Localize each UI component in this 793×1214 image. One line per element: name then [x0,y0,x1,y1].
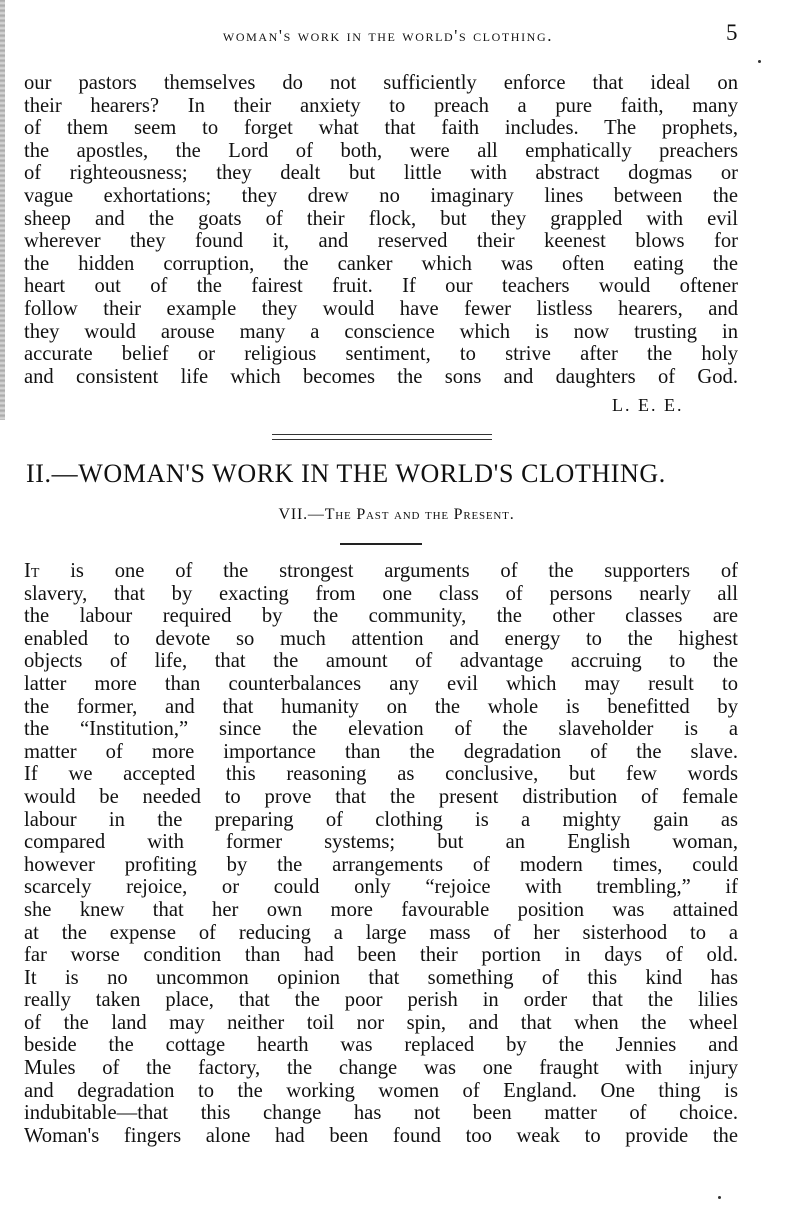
text-line: of righteousness; they dealt but little with abstract dogmas or [24,162,738,185]
text-line: and consistent life which becomes the sons and daughters of God. [24,365,738,388]
running-head: woman's work in the world's clothing. [222,26,554,45]
text-line: at the expense of reducing a large mass of her sisterhood to a [24,921,738,944]
text-line: the “Institution,” since the elevation of the slaveholder is a [24,718,738,741]
text-line: follow their example they would have fewer listless hearers, and [24,297,738,320]
intro-paragraph [24,72,738,388]
text-line: sheep and the goats of their flock, but they grappled with evil [24,207,738,230]
text-line: their hearers? In their anxiety to preach a pure faith, many [24,94,738,117]
section-divider [272,434,492,440]
text-line: and degradation to the working women of England. One thing is [24,1079,738,1102]
text-line: really taken place, that the poor perish in order that the lilies [24,989,738,1012]
text-line: heart out of the fairest fruit. If our teachers would oftener [24,275,738,298]
text-line-rest: is one of the strongest arguments of the supporters of [39,560,738,582]
text-line: slavery, that by exacting from one class of persons nearly all [24,582,738,605]
section-title: II.—WOMAN'S WORK IN THE WORLD'S CLOTHING. [26,459,666,488]
text-line: Woman's fingers alone had been found too weak to provide the [24,1124,738,1147]
subtitle-rule [340,543,422,545]
text-line: the labour required by the community, the other classes are [24,605,738,628]
text-line: the apostles, the Lord of both, were all emphatically preachers [24,139,738,162]
text-line: Mules of the factory, the change was one fraught with injury [24,1057,738,1080]
text-line: If we accepted this reasoning as conclusive, but few words [24,763,738,786]
text-line: objects of life, that the amount of advantage accruing to the [24,650,738,673]
text-line: vague exhortations; they drew no imaginary lines between the [24,184,738,207]
text-line: enabled to devote so much attention and energy to the highest [24,627,738,650]
text-line [24,560,738,583]
text-line: our pastors themselves do not sufficiently enforce that ideal on [24,72,738,94]
text-line: labour in the preparing of clothing is a mighty gain as [24,808,738,831]
text-line: however profiting by the arrangements of modern times, could [24,853,738,876]
print-speck [758,60,761,63]
text-line: beside the cottage hearth was replaced by the Jennies and [24,1034,738,1057]
text-line: latter more than counterbalances any evil which may result to [24,672,738,695]
text-line: compared with former systems; but an English woman, [24,831,738,854]
text-line: wherever they found it, and reserved their keenest blows for [24,230,738,253]
body-paragraph [24,560,738,1147]
text-line: far worse condition than had been their portion in days of old. [24,944,738,967]
author-initials: L. E. E. [612,395,684,415]
text-line: indubitable—that this change has not been matter of choice. [24,1102,738,1125]
opening-word: It [24,560,40,582]
text-line: she knew that her own more favourable position was attained [24,898,738,921]
section-subtitle: VII.—The Past and the Present. [278,506,515,523]
text-line: accurate belief or religious sentiment, to strive after the holy [24,343,738,366]
binding-edge [0,0,5,420]
text-line: of the land may neither toil nor spin, and that when the wheel [24,1011,738,1034]
text-line: of them seem to forget what that faith includes. The prophets, [24,117,738,140]
text-line: would be needed to prove that the present distribution of female [24,785,738,808]
text-line: the hidden corruption, the canker which was often eating the [24,252,738,275]
text-line: the former, and that humanity on the whole is benefitted by [24,695,738,718]
text-line: they would arouse many a conscience which is now trusting in [24,320,738,343]
text-line: scarcely rejoice, or could only “rejoice with trembling,” if [24,876,738,899]
print-speck [718,1196,721,1199]
page-number: 5 [726,20,738,45]
text-line: matter of more importance than the degradation of the slave. [24,740,738,763]
text-line: It is no uncommon opinion that something of this kind has [24,966,738,989]
